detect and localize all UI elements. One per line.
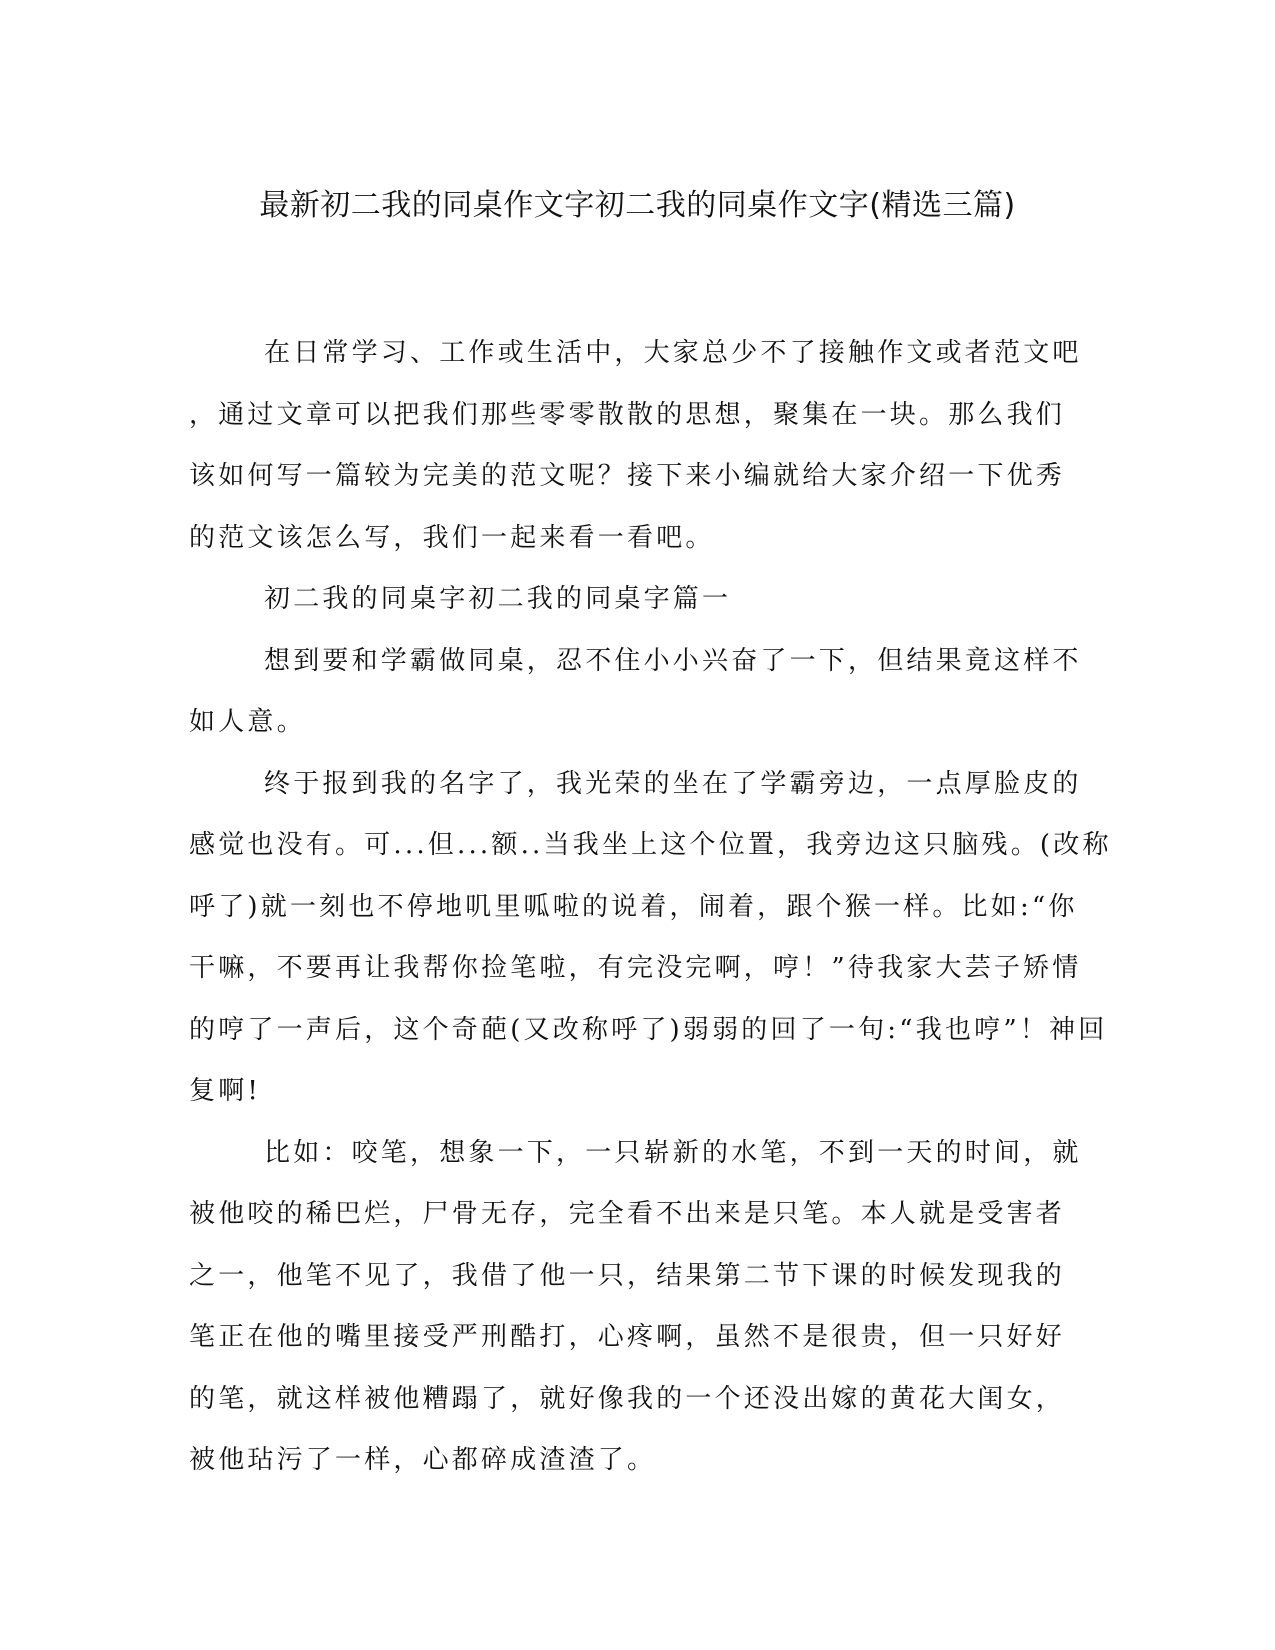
text-line: 的笔，就这样被他糟蹋了，就好像我的一个还没出嫁的黄花大闺女， — [189, 1383, 1066, 1414]
text-line: 被他咬的稀巴烂，尸骨无存，完全看不出来是只笔。本人就是受害者 — [189, 1199, 1066, 1229]
text-line: 笔正在他的嘴里接受严刑酷打，心疼啊，虽然不是很贵，但一只好好 — [189, 1322, 1066, 1352]
document-body — [189, 323, 1112, 1492]
text-line: 初二我的同桌字初二我的同桌字篇一 — [264, 584, 732, 614]
text-line: 如人意。 — [189, 707, 306, 737]
text-line: 的哼了一声后，这个奇葩(又改称呼了)弱弱的回了一句:“我也哼”！神回 — [189, 1014, 1108, 1045]
text-line: 之一，他笔不见了，我借了他一只，结果第二节下课的时候发现我的 — [189, 1260, 1066, 1291]
text-line: 终于报到我的名字了，我光荣的坐在了学霸旁边，一点厚脸皮的 — [264, 768, 1082, 799]
text-line: 干嘛，不要再让我帮你捡笔啦，有完没完啊，哼！”待我家大芸子矫情 — [189, 953, 1082, 983]
text-line: 呼了)就一刻也不停地叽里呱啦的说着，闹着，跟个猴一样。比如:“你 — [189, 891, 1078, 922]
text-line: 复啊! — [189, 1076, 262, 1106]
text-line: 被他玷污了一样，心都碎成渣渣了。 — [189, 1445, 657, 1475]
text-line: 比如：咬笔，想象一下，一只崭新的水笔，不到一天的时间，就 — [264, 1137, 1082, 1168]
text-line: 想到要和学霸做同桌，忍不住小小兴奋了一下，但结果竟这样不 — [264, 645, 1082, 676]
text-line: 该如何写一篇较为完美的范文呢？接下来小编就给大家介绍一下优秀 — [189, 461, 1066, 491]
text-line: 的范文该怎么写，我们一起来看一看吧。 — [189, 522, 715, 553]
text-line: 感觉也没有。可...但...额..当我坐上这个位置，我旁边这只脑残。(改称 — [189, 830, 1112, 860]
text-line: ，通过文章可以把我们那些零零散散的思想，聚集在一块。那么我们 — [189, 399, 1066, 430]
text-line: 在日常学习、工作或生活中，大家总少不了接触作文或者范文吧 — [264, 338, 1082, 368]
document-title: 最新初二我的同桌作文字初二我的同桌作文字(精选三篇) — [259, 188, 1016, 223]
